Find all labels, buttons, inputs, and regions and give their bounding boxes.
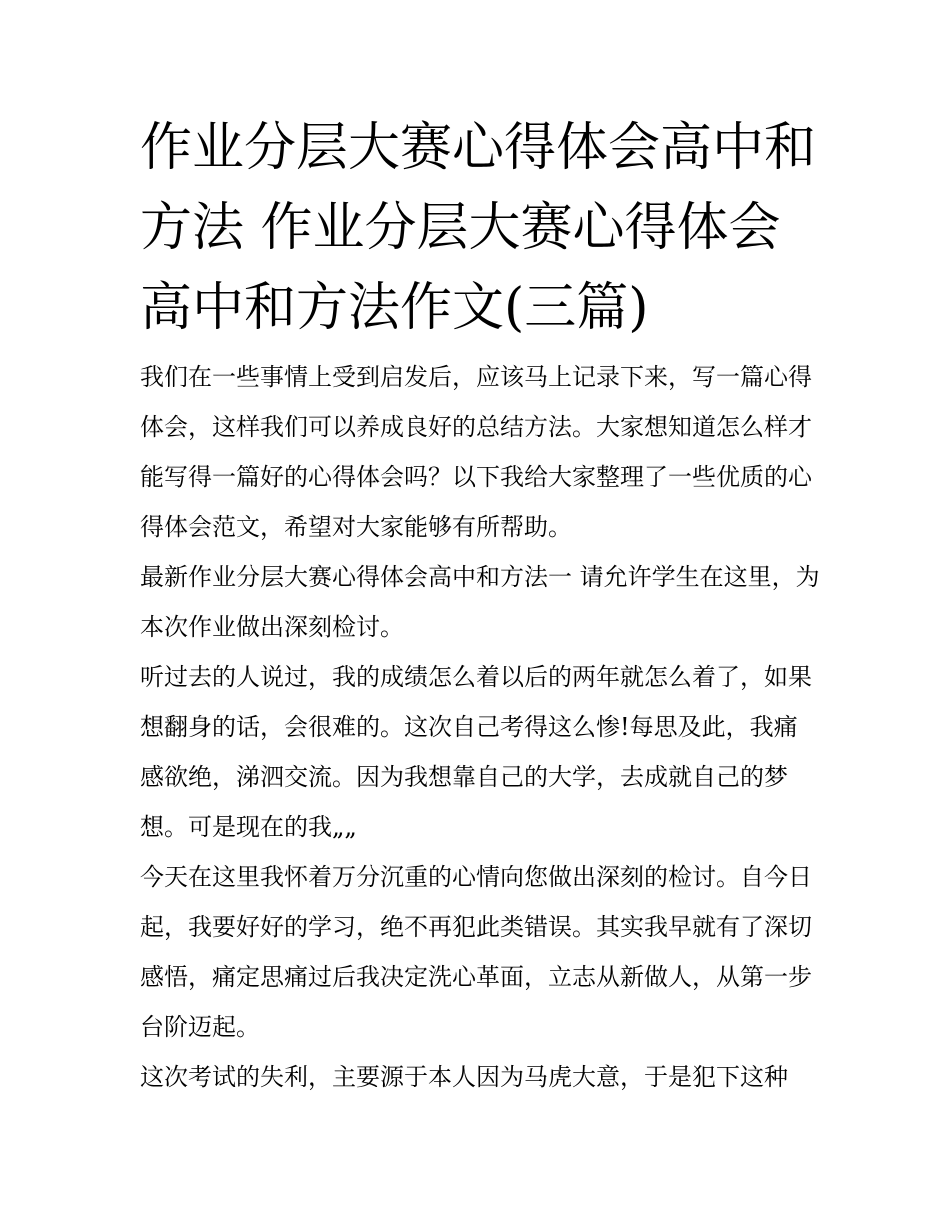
paragraph-section-heading: 最新作业分层大赛心得体会高中和方法一 请允许学生在这里，为本次作业做出深刻检讨。: [140, 563, 820, 641]
paragraph: 这次考试的失利，主要源于本人因为马虎大意，于是犯下这种: [140, 1063, 788, 1091]
paragraph: 听过去的人说过，我的成绩怎么着以后的两年就怎么着了，如果想翻身的话，会很难的。这次自己考得这么惨!每思及此，我痛感欲绝，涕泗交流。因为我想靠自己的大学，去成就自己的梦想。可是现在的我„„: [140, 663, 812, 841]
paragraph: 今天在这里我怀着万分沉重的心情向您做出深刻的检讨。自今日起，我要好好的学习，绝不再犯此类错误。其实我早就有了深切感悟，痛定思痛过后我决定洗心革面，立志从新做人，从第一步台阶迈起。: [140, 863, 812, 1041]
document-body: [140, 352, 820, 1102]
paragraph-intro: 我们在一些事情上受到启发后，应该马上记录下来，写一篇心得体会，这样我们可以养成良好的总结方法。大家想知道怎么样才能写得一篇好的心得体会吗？以下我给大家整理了一些优质的心得体会范文，希望对大家能够有所帮助。: [140, 363, 812, 541]
document-title: 作业分层大赛心得体会高中和方法 作业分层大赛心得体会高中和方法作文(三篇): [140, 118, 817, 338]
